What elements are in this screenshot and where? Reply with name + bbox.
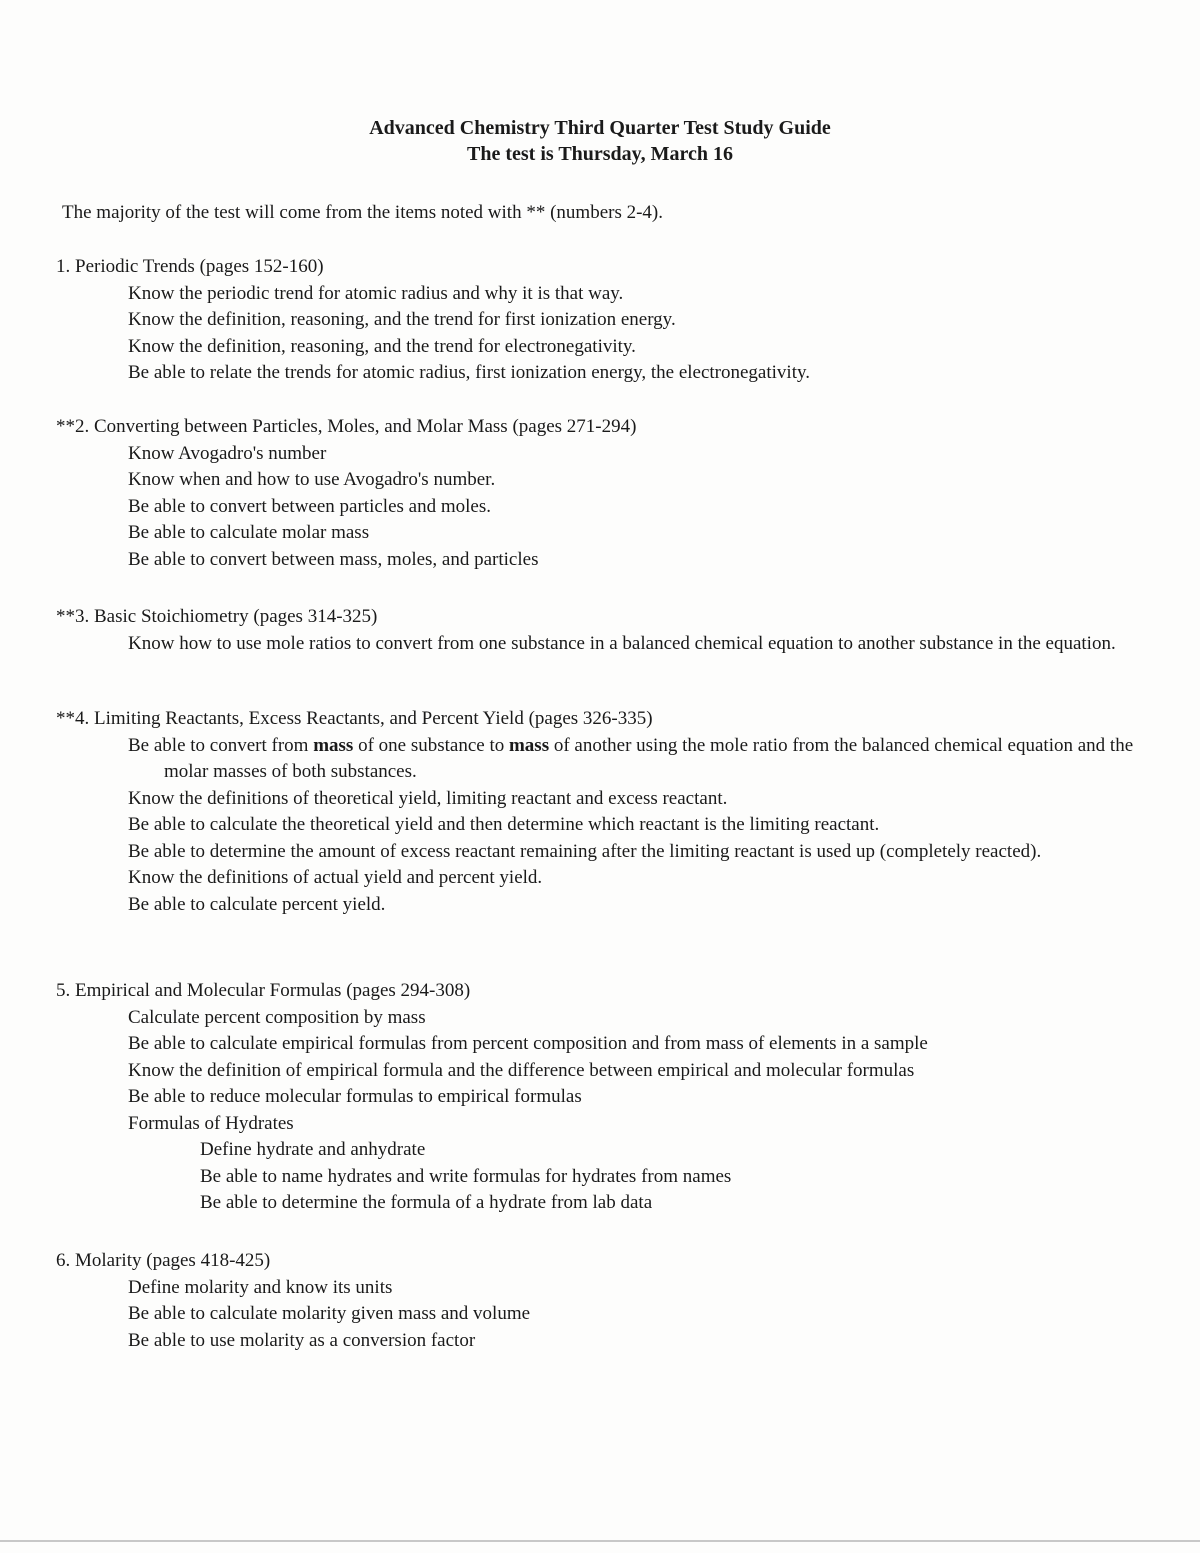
- list-item: Know the definitions of actual yield and percent yield.: [128, 867, 543, 888]
- list-item: Be able to reduce molecular formulas to empirical formulas: [128, 1086, 582, 1107]
- intro-note: The majority of the test will come from the items noted with ** (numbers 2-4).: [62, 202, 664, 223]
- section-heading: **2. Converting between Particles, Moles, and Molar Mass (pages 271-294): [56, 416, 637, 437]
- list-item: Know the definition, reasoning, and the trend for first ionization energy.: [128, 309, 676, 330]
- section-heading: **4. Limiting Reactants, Excess Reactants, and Percent Yield (pages 326-335): [56, 708, 653, 729]
- list-item: Know how to use mole ratios to convert from one substance in a balanced chemical equation to another substance in the equation.: [128, 632, 1116, 654]
- page-title: Advanced Chemistry Third Quarter Test Study Guide: [369, 117, 831, 139]
- section-molarity: [56, 1248, 1146, 1354]
- list-item: Be able to convert between mass, moles, and particles: [128, 548, 539, 570]
- sub-list-item: Be able to name hydrates and write formulas for hydrates from names: [200, 1165, 732, 1187]
- section-heading: **3. Basic Stoichiometry (pages 314-325): [56, 606, 378, 627]
- section-limiting-reactants: [56, 706, 1146, 918]
- list-item: Know the definition, reasoning, and the trend for electronegativity.: [128, 335, 636, 357]
- list-item: Know Avogadro's number: [128, 442, 327, 464]
- item-text: of another using the mole ratio from the balanced chemical equation and the molar masses of both substances.: [164, 734, 1134, 782]
- list-item: Be able to use molarity as a conversion factor: [128, 1329, 476, 1351]
- list-item: Know the definitions of theoretical yield, limiting reactant and excess reactant.: [128, 787, 728, 809]
- list-item: Be able to calculate molarity given mass and volume: [128, 1303, 531, 1324]
- item-text: Be able to convert from: [128, 734, 314, 756]
- list-item: Be able to calculate percent yield.: [128, 893, 386, 915]
- list-item: Be able to determine the amount of excess reactant remaining after the limiting reactant is used up (completely reacted).: [128, 840, 1042, 862]
- section-empirical-molecular-formulas: [56, 978, 1146, 1217]
- list-item: Know when and how to use Avogadro's number.: [128, 469, 496, 490]
- section-heading: 5. Empirical and Molecular Formulas (pages 294-308): [56, 980, 471, 1001]
- sub-list-item: Be able to determine the formula of a hydrate from lab data: [200, 1192, 653, 1213]
- bold-mass: mass: [313, 734, 354, 756]
- section-periodic-trends: [56, 254, 1146, 387]
- list-item: Formulas of Hydrates: [128, 1112, 294, 1134]
- test-date-subtitle: The test is Thursday, March 16: [467, 143, 733, 165]
- section-heading: 6. Molarity (pages 418-425): [56, 1250, 271, 1271]
- list-item: Be able to calculate empirical formulas from percent composition and from mass of elements in a sample: [128, 1033, 928, 1054]
- list-item: Be able to calculate molar mass: [128, 522, 370, 543]
- list-item: Be able to convert between particles and moles.: [128, 495, 491, 517]
- scan-bottom-edge: [0, 1540, 1200, 1542]
- list-item: Define molarity and know its units: [128, 1276, 393, 1298]
- list-item: Know the periodic trend for atomic radius and why it is that way.: [128, 282, 624, 304]
- sub-list-item: Define hydrate and anhydrate: [200, 1139, 426, 1160]
- bold-mass: mass: [508, 734, 550, 756]
- section-particles-moles-molar-mass: [56, 414, 1146, 573]
- list-item: Know the definition of empirical formula and the difference between empirical and molecular formulas: [128, 1059, 915, 1081]
- list-item: Be able to relate the trends for atomic radius, first ionization energy, the electronegativity.: [128, 362, 810, 383]
- list-item: Calculate percent composition by mass: [128, 1006, 426, 1028]
- section-heading: 1. Periodic Trends (pages 152-160): [56, 256, 324, 277]
- item-text: of one substance to: [353, 734, 509, 756]
- section-basic-stoichiometry: [56, 604, 1146, 657]
- list-item: Be able to calculate the theoretical yield and then determine which reactant is the limiting reactant.: [128, 814, 880, 835]
- list-item: [56, 733, 1146, 786]
